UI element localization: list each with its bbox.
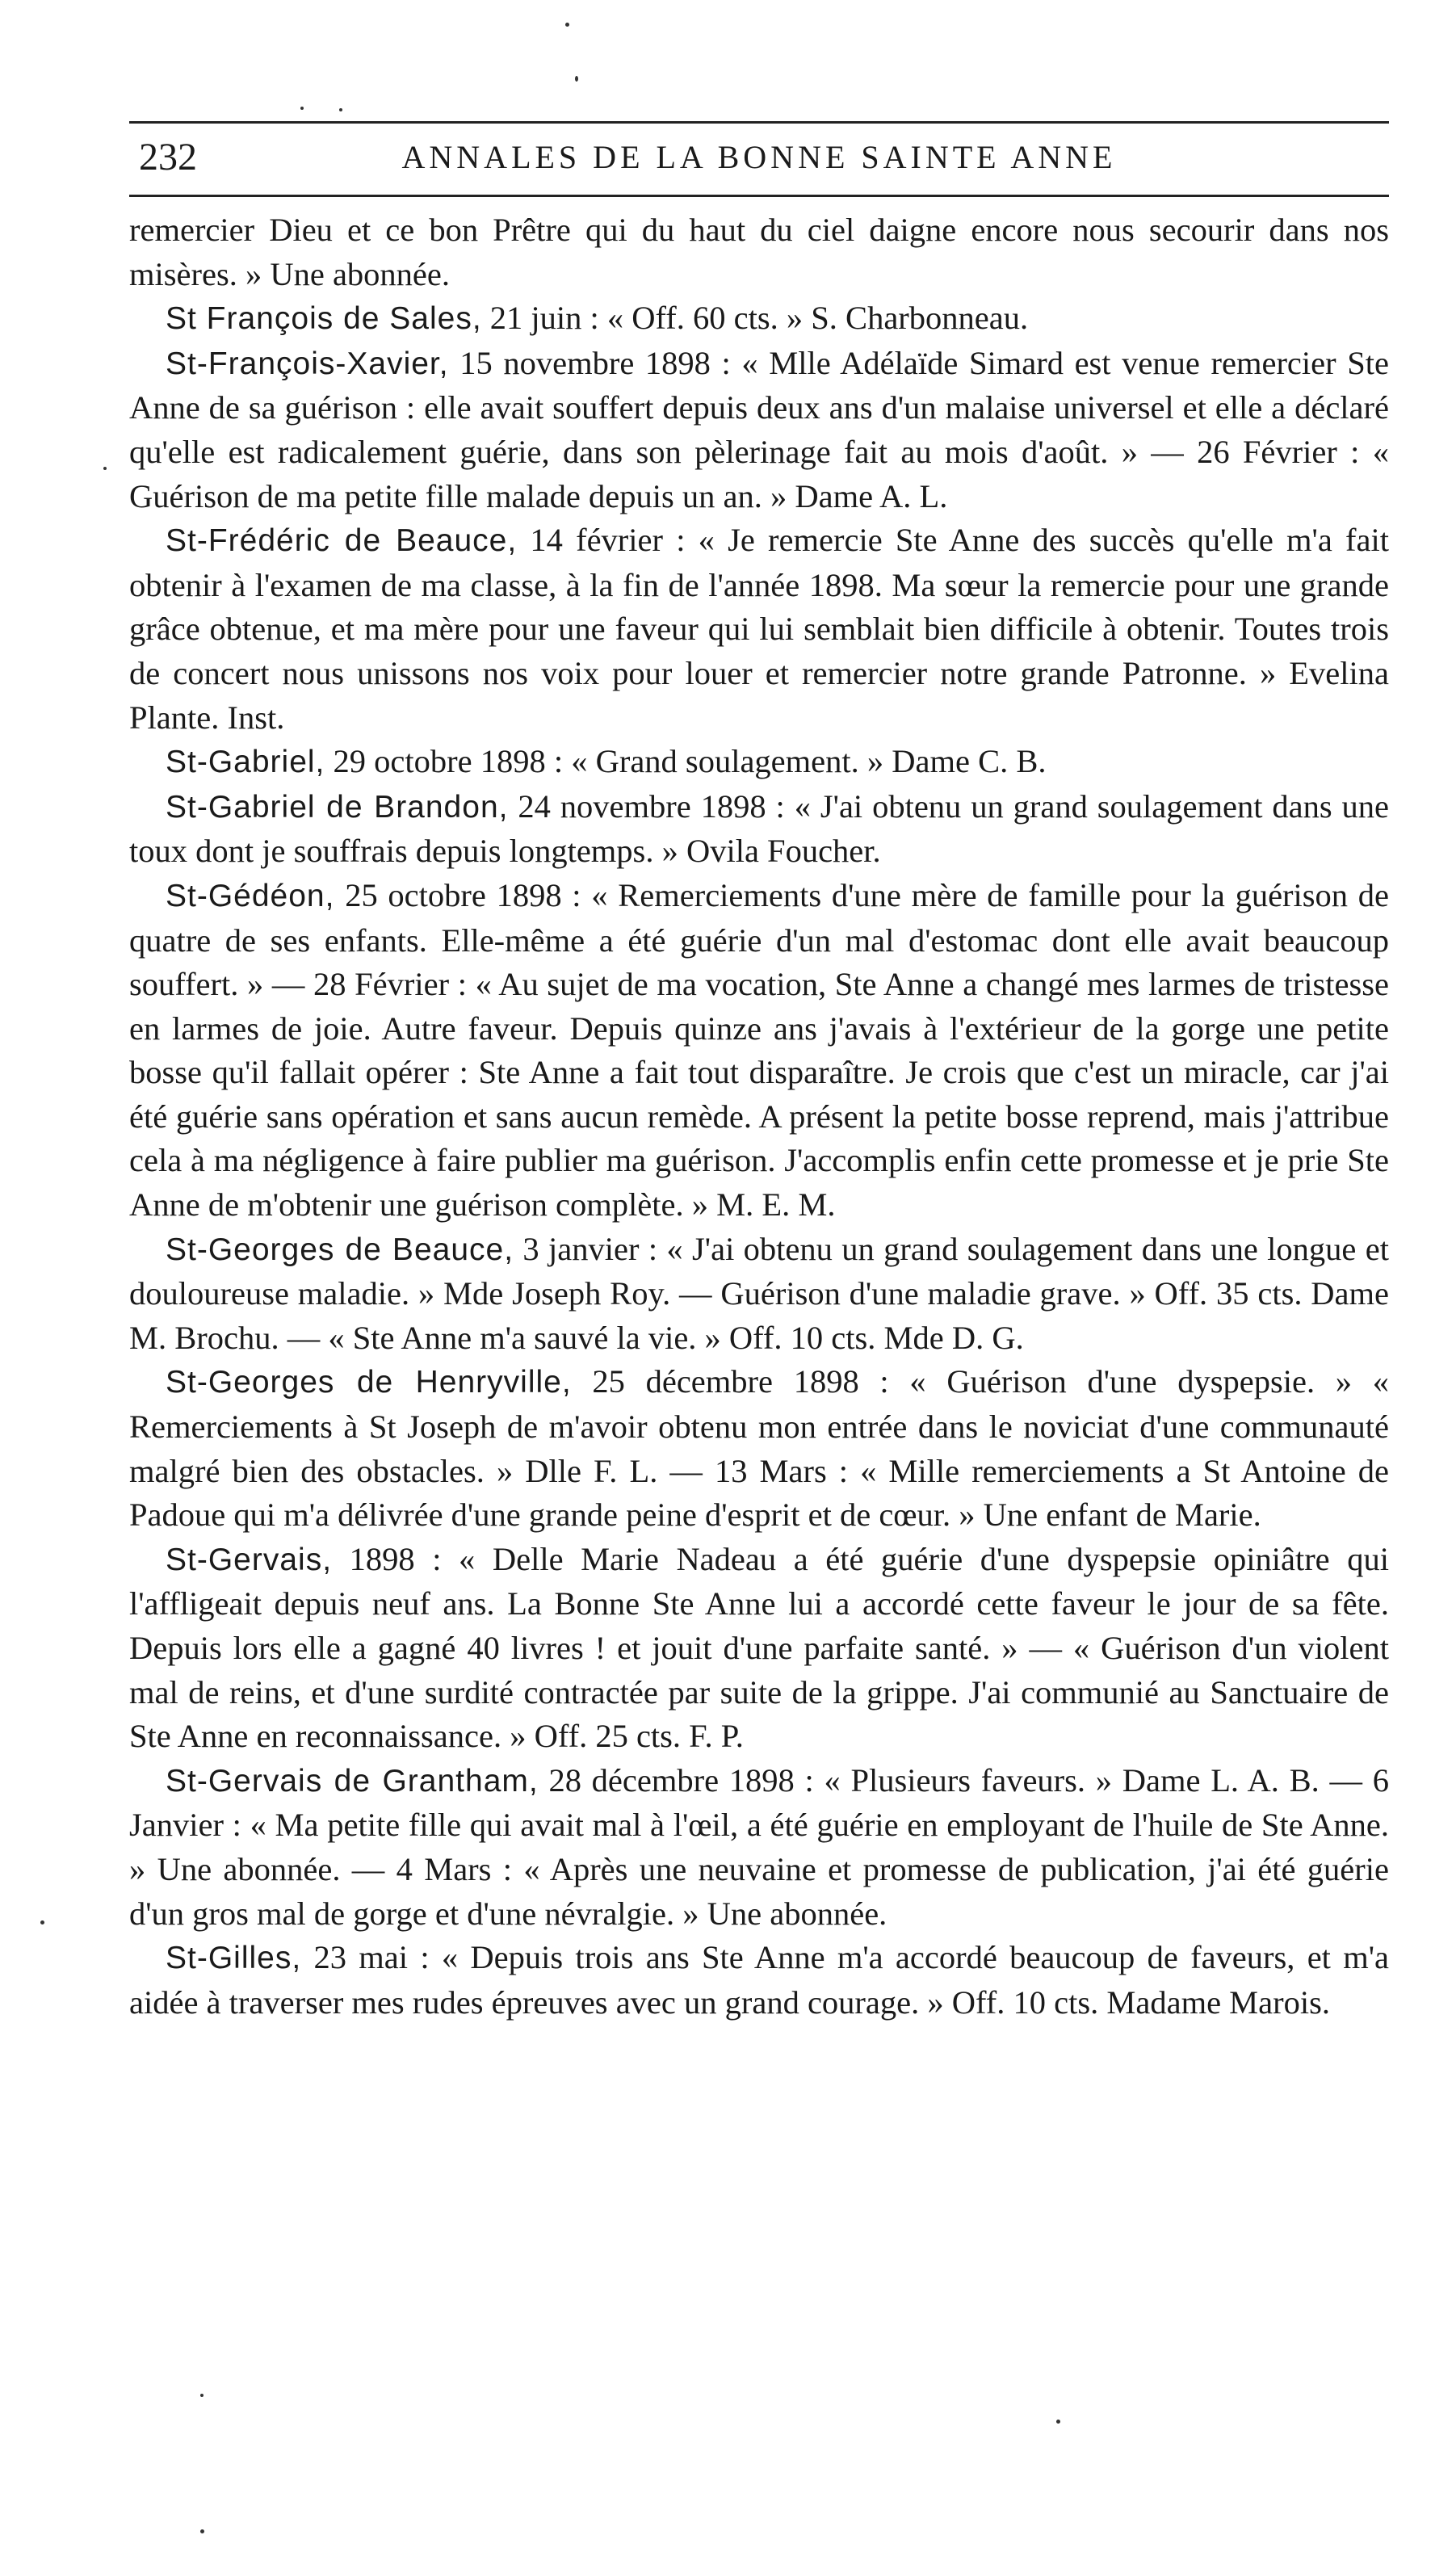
entry-text: 21 juin : « Off. 60 cts. » S. Charbonneau. [481, 300, 1029, 337]
entry-st-gervais [129, 1538, 1389, 1759]
entry-st-francois-de-sales [129, 296, 1389, 342]
entry-st-gervais-de-grantham [129, 1759, 1389, 1936]
entry-heading: St-Gilles, [166, 1941, 302, 1976]
entry-st-georges-de-beauce [129, 1228, 1389, 1361]
entry-st-francois-xavier [129, 342, 1389, 518]
entry-text: 28 décembre 1898 : « Plusieurs faveurs. » Dame L. A. B. — 6 Janvier : « Ma petite fille qui avait mal à l'œil, a été guérie en employant de l'huile de Ste Anne. » Une abonnée. — 4 Mars : « Après une neuvaine et promesse de publication, j'ai été guérie d'un gros mal de gorge et d'une névralgie. » Une abonnée. [129, 1761, 1390, 1932]
entry-text: 3 janvier : « J'ai obtenu un grand soulagement dans une longue et douloureuse maladie. » Mde Joseph Roy. — Guérison d'une maladie grave. » Off. 35 cts. Dame M. Brochu. — « Ste Anne m'a sauvé la vie. » Off. 10 cts. Mde D. G. [129, 1230, 1389, 1356]
entry-heading: St-Georges de Henryville, [166, 1365, 572, 1400]
running-header [129, 132, 1389, 195]
entry-heading: St-Frédéric de Beauce, [166, 523, 518, 559]
entry-text: 1898 : « Delle Marie Nadeau a été guérie d'une dyspepsie opiniâtre qui l'affligeait depuis neuf ans. La Bonne Ste Anne lui a accordé cette faveur le jour de sa fête. Depuis lors elle a gagné 40 livres ! et jouit d'une parfaite santé. » — « Guérison d'un violent mal de reins, et d'une surdité contractée par suite de la grippe. J'ai communié au Sanctuaire de Ste Anne en reconnaissance. » Off. 25 cts. F. P. [129, 1540, 1389, 1755]
page [129, 121, 1389, 2025]
entry-st-gabriel [129, 740, 1389, 785]
entry-heading: St-Gervais de Grantham, [166, 1763, 539, 1799]
entry-text: 25 décembre 1898 : « Guérison d'une dyspepsie. » « Remerciements à St Joseph de m'avoir obtenu mon entrée dans le noviciat d'une communauté malgré bien des obstacles. » Dlle F. L. — 13 Mars : « Mille remerciements a St Antoine de Padoue qui m'a délivrée d'une grande peine d'esprit et de cœur. » Une enfant de Marie. [129, 1363, 1389, 1534]
entry-st-georges-de-henryville [129, 1360, 1389, 1537]
article-body [129, 208, 1389, 2025]
entry-heading: St-François-Xavier, [166, 346, 449, 381]
paragraph-continuation [129, 208, 1389, 296]
header-rule-bottom [129, 195, 1389, 197]
running-title: ANNALES DE LA BONNE SAINTE ANNE [401, 139, 1117, 175]
entry-st-gabriel-de-brandon [129, 785, 1389, 874]
page-number: 232 [139, 136, 197, 178]
entry-st-frederic-de-beauce [129, 518, 1389, 740]
entry-heading: St-Georges de Beauce, [166, 1232, 514, 1267]
entry-text: 15 novembre 1898 : « Mlle Adélaïde Simard est venue remercier Ste Anne de sa guérison : elle avait souffert depuis deux ans d'un malaise universel et elle a déclaré qu'elle est radicalement guérie, dans son pèlerinage fait au mois d'août. » — 26 Février : « Guérison de ma petite fille malade depuis un an. » Dame A. L. [129, 344, 1389, 514]
entry-text: 23 mai : « Depuis trois ans Ste Anne m'a accordé beaucoup de faveurs, et m'a aidée à traverser mes rudes épreuves avec un grand courage. » Off. 10 cts. Madame Marois. [129, 1939, 1389, 2021]
entry-st-gilles [129, 1936, 1389, 2025]
entry-heading: St François de Sales, [166, 301, 482, 337]
header-rule-top [129, 121, 1389, 124]
entry-st-gedeon [129, 874, 1389, 1228]
entry-heading: St-Gabriel de Brandon, [166, 789, 509, 825]
entry-text: 29 octobre 1898 : « Grand soulagement. » Dame C. B. [325, 743, 1047, 780]
entry-text: 24 novembre 1898 : « J'ai obtenu un grand soulagement dans une toux dont je souffrais depuis longtemps. » Ovila Foucher. [129, 787, 1389, 870]
entry-heading: St-Gabriel, [166, 745, 325, 780]
entry-text: 14 février : « Je remercie Ste Anne des succès qu'elle m'a fait obtenir à l'examen de ma classe, à la fin de l'année 1898. Ma sœur la remercie pour une grande grâce obtenue, et ma mère pour une faveur qui lui semblait bien difficile à obtenir. Toutes trois de concert nous unissons nos voix pour louer et remercier notre grande Patronne. » Evelina Plante. Inst. [129, 522, 1389, 736]
entry-heading: St-Gédéon, [166, 878, 335, 913]
paragraph-text: remercier Dieu et ce bon Prêtre qui du haut du ciel daigne encore nous secourir dans nos misères. » Une abonnée. [129, 212, 1389, 292]
entry-heading: St-Gervais, [166, 1542, 333, 1577]
entry-text: 25 octobre 1898 : « Remerciements d'une mère de famille pour la guérison de quatre de ses enfants. Elle-même a été guérie d'un mal d'estomac dont elle avait beaucoup souffert. » — 28 Février : « Au sujet de ma vocation, Ste Anne a changé mes larmes de tristesse en larmes de joie. Autre faveur. Depuis quinze ans j'avais à l'extérieur de la gorge une petite bosse qu'il fallait opérer : Ste Anne a fait tout disparaître. Je crois que c'est un miracle, car j'ai été guérie sans opération et sans aucun remède. A présent la petite bosse reprend, mais j'attribue cela à ma négligence à faire publier ma guérison. J'accomplis enfin cette promesse et je prie Ste Anne de m'obtenir une guérison complète. » M. E. M. [129, 876, 1389, 1224]
